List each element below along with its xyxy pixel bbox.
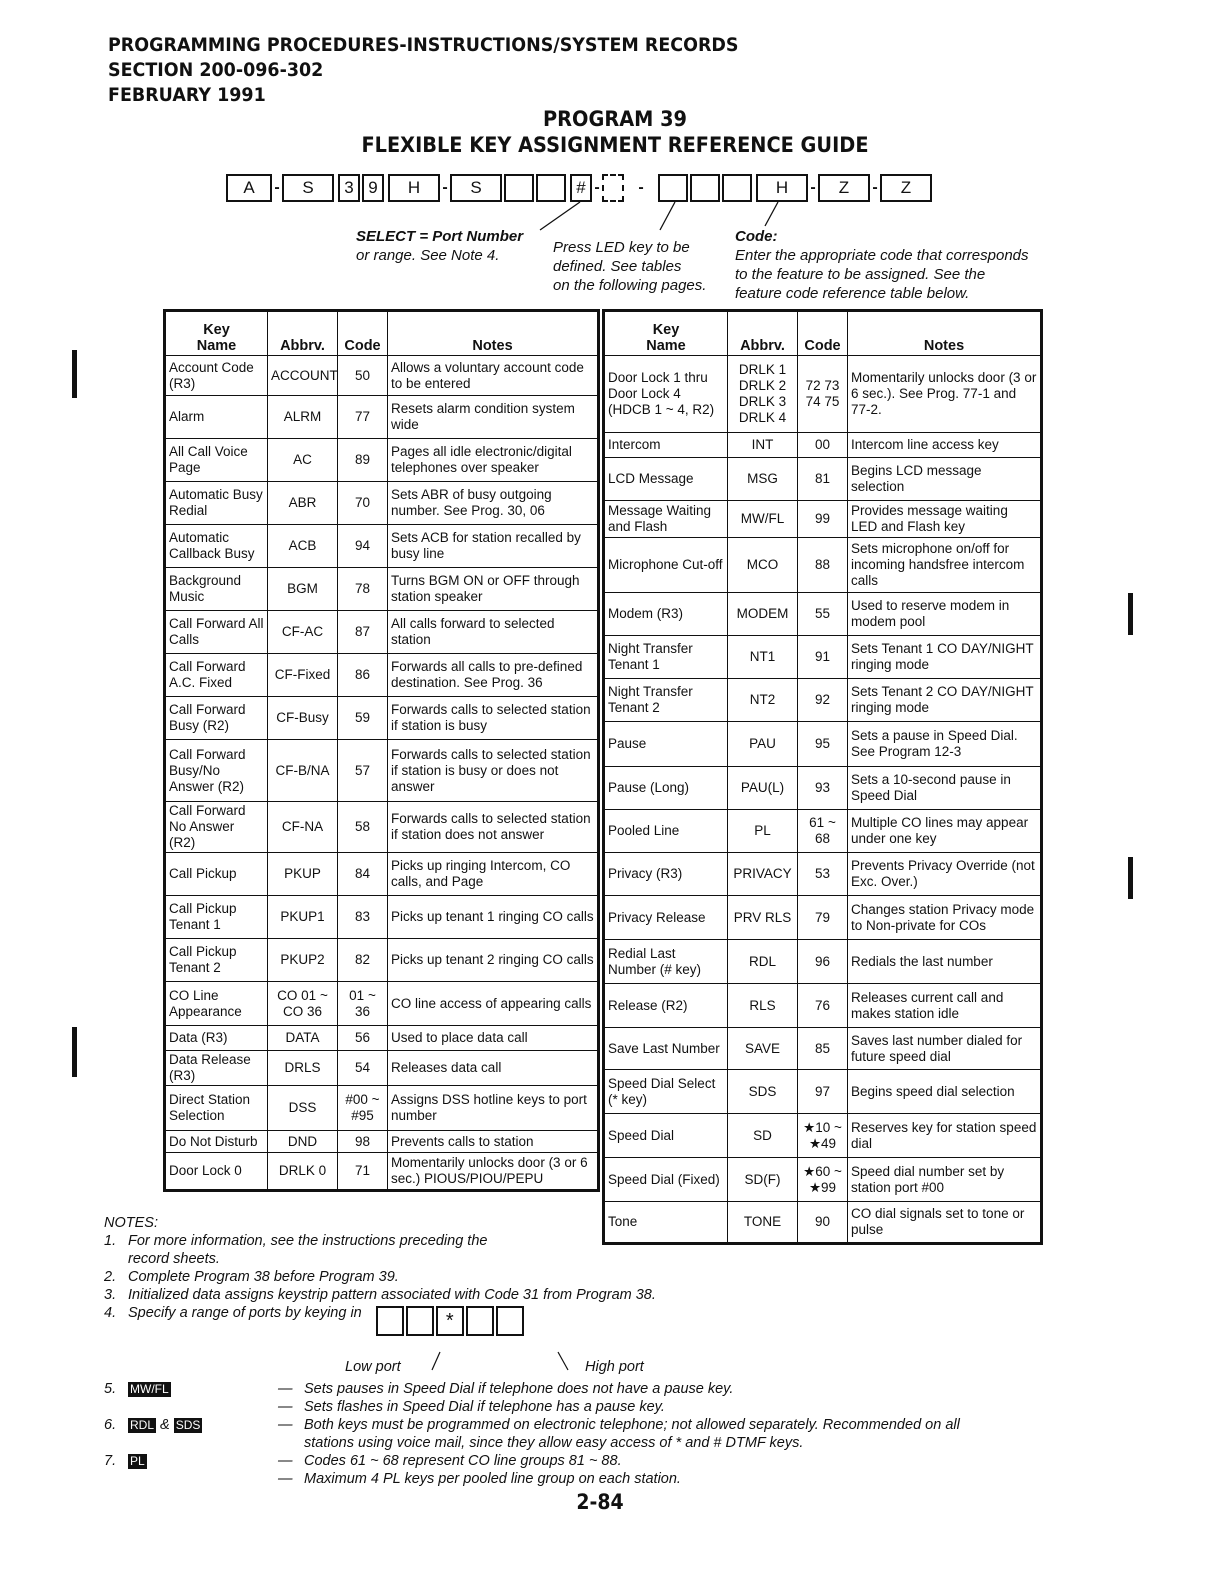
notes-cell: Resets alarm condition system wide [388, 396, 599, 439]
right-table-row [604, 593, 1042, 636]
code-cell: 71 [338, 1153, 388, 1191]
notes-cell: Begins speed dial selection [848, 1070, 1042, 1114]
guide-title: FLEXIBLE KEY ASSIGNMENT REFERENCE GUIDE [361, 133, 869, 157]
col-abbrv: Abbrv. [268, 311, 338, 356]
code-cell: 97 [798, 1070, 848, 1114]
notes-cell: Forwards calls to selected station if station does not answer [388, 802, 599, 853]
code-cell: 91 [798, 636, 848, 679]
notes-cell: Releases current call and makes station idle [848, 984, 1042, 1028]
right-table-row [604, 722, 1042, 767]
notes-cell: Sets ACB for station recalled by busy line [388, 525, 599, 568]
seq-key-s2: S [450, 174, 502, 202]
key-name-cell: Call Pickup Tenant 1 [165, 896, 268, 939]
left-table-row [165, 396, 599, 439]
page-number: 2-84 [576, 1490, 624, 1514]
abbrv-cell: RLS [728, 984, 798, 1028]
notes-cell: Reserves key for station speed dial [848, 1114, 1042, 1158]
code-cell: 59 [338, 697, 388, 740]
code-line-2: to the feature to be assigned. See the [735, 266, 986, 283]
change-bar [1128, 857, 1133, 899]
key-name-cell: Privacy Release [604, 896, 728, 940]
key-name-cell: Pause [604, 722, 728, 767]
notes-cell: Sets ABR of busy outgoing number. See Prog. 30, 06 [388, 482, 599, 525]
key-name-cell: Door Lock 0 [165, 1153, 268, 1191]
abbrv-cell: MW/FL [728, 501, 798, 538]
key-name-cell: Pause (Long) [604, 767, 728, 810]
notes-cell: Sets Tenant 1 CO DAY/NIGHT ringing mode [848, 636, 1042, 679]
key-name-cell: Account Code (R3) [165, 356, 268, 396]
code-cell: 87 [338, 611, 388, 654]
key-name-cell: Call Forward Busy (R2) [165, 697, 268, 740]
code-cell: 85 [798, 1028, 848, 1070]
notes-cell: Multiple CO lines may appear under one key [848, 810, 1042, 853]
notes-section-keys: 5. MW/FL — Sets pauses in Speed Dial if telephone does not have a pause key. — Sets flashes in Speed Dial if telephone has a pause key. 6. RDL & SDS — Both keys must be programmed on electronic telephone; not allowed separately. Recommended on all stations using voice mail, since they allow easy access of * and # DTMF keys. 7. PL — Codes 61 ~ 68 represent CO line groups 81 ~ 88. — Maximum 4 PL keys per pooled line group on each station. [104, 1381, 960, 1487]
note-7a: Codes 61 ~ 68 represent CO line groups 81 ~ 88. [304, 1453, 622, 1469]
code-cell: 77 [338, 396, 388, 439]
right-table-row [604, 636, 1042, 679]
left-table-row [165, 611, 599, 654]
abbrv-cell: PRIVACY [728, 853, 798, 896]
rdl-key-icon: RDL [130, 1418, 155, 1432]
notes-cell: Forwards calls to selected station if station is busy or does not answer [388, 740, 599, 802]
abbrv-cell: DSS [268, 1086, 338, 1131]
note-6a: Both keys must be programmed on electronic telephone; not allowed separately. Recommended on all [304, 1417, 960, 1433]
notes-cell: Momentarily unlocks door (3 or 6 sec.) PIOUS/PIOU/PEPU [388, 1153, 599, 1191]
right-table-row [604, 1070, 1042, 1114]
doc-header-section: SECTION 200-096-302 [108, 59, 324, 81]
seq-key-s: S [282, 174, 334, 202]
right-table-row [604, 810, 1042, 853]
mwfl-key-icon: MW/FL [130, 1382, 169, 1396]
left-table-row [165, 482, 599, 525]
key-name-cell: Redial Last Number (# key) [604, 940, 728, 984]
code-cell: 88 [798, 538, 848, 593]
code-cell: 00 [798, 433, 848, 458]
key-name-cell: Call Forward A.C. Fixed [165, 654, 268, 697]
code-title: Code: [735, 228, 778, 245]
right-table-row [604, 940, 1042, 984]
left-key-table [163, 309, 600, 1192]
key-name-cell: Speed Dial (Fixed) [604, 1158, 728, 1202]
left-table-row [165, 1051, 599, 1086]
abbrv-cell: INT [728, 433, 798, 458]
code-cell: 94 [338, 525, 388, 568]
key-name-cell: Privacy (R3) [604, 853, 728, 896]
port-range-boxes: * [376, 1306, 524, 1336]
notes-cell: CO line access of appearing calls [388, 982, 599, 1026]
note-5b: Sets flashes in Speed Dial if telephone has a pause key. [304, 1399, 665, 1415]
code-cell: 76 [798, 984, 848, 1028]
notes-cell: Forwards all calls to pre-defined destination. See Prog. 36 [388, 654, 599, 697]
abbrv-cell: CF-Fixed [268, 654, 338, 697]
abbrv-cell: SDS [728, 1070, 798, 1114]
code-cell: 61 ~ 68 [798, 810, 848, 853]
seq-key-hash: # [570, 174, 592, 202]
notes-cell: Intercom line access key [848, 433, 1042, 458]
right-table-row [604, 984, 1042, 1028]
abbrv-cell: CF-Busy [268, 697, 338, 740]
left-table-row [165, 1026, 599, 1051]
abbrv-cell: CO 01 ~ CO 36 [268, 982, 338, 1026]
code-line-1: Enter the appropriate code that corresponds [735, 247, 1029, 264]
key-name-cell: CO Line Appearance [165, 982, 268, 1026]
page-title-block [325, 106, 905, 158]
seq-key-3: 3 [338, 174, 360, 202]
right-table-row [604, 1158, 1042, 1202]
key-name-cell: Save Last Number [604, 1028, 728, 1070]
code-cell: 50 [338, 356, 388, 396]
col-code: Code [798, 311, 848, 356]
high-port-label: High port [585, 1359, 644, 1375]
col-abbrv: Abbrv. [728, 311, 798, 356]
col-key-name: Key Name [604, 311, 728, 356]
notes-cell: Provides message waiting LED and Flash key [848, 501, 1042, 538]
key-name-cell: Pooled Line [604, 810, 728, 853]
key-name-cell: Call Forward All Calls [165, 611, 268, 654]
notes-cell: Prevents Privacy Override (not Exc. Over.) [848, 853, 1042, 896]
notes-cell: CO dial signals set to tone or pulse [848, 1202, 1042, 1244]
press-line-1: Press LED key to be [553, 239, 690, 256]
left-table-row [165, 1131, 599, 1153]
key-name-cell: Night Transfer Tenant 2 [604, 679, 728, 722]
key-name-cell: Call Forward Busy/No Answer (R2) [165, 740, 268, 802]
code-cell: 82 [338, 939, 388, 982]
code-cell: 79 [798, 896, 848, 940]
select-body: or range. See Note 4. [356, 247, 500, 264]
code-cell: 89 [338, 439, 388, 482]
code-cell: 92 [798, 679, 848, 722]
notes-heading: NOTES: [104, 1215, 158, 1231]
key-name-cell: Call Pickup [165, 853, 268, 896]
code-cell: 81 [798, 458, 848, 501]
notes-cell: Releases data call [388, 1051, 599, 1086]
note-1: For more information, see the instructions preceding the [128, 1233, 488, 1249]
abbrv-cell: MSG [728, 458, 798, 501]
note-2: Complete Program 38 before Program 39. [128, 1269, 399, 1285]
pl-key-icon: PL [130, 1454, 145, 1468]
col-notes: Notes [388, 311, 599, 356]
key-name-cell: LCD Message [604, 458, 728, 501]
code-cell: 53 [798, 853, 848, 896]
abbrv-cell: NT1 [728, 636, 798, 679]
code-line-3: feature code reference table below. [735, 285, 970, 302]
key-name-cell: Do Not Disturb [165, 1131, 268, 1153]
right-table-row [604, 1114, 1042, 1158]
press-annotation [553, 238, 706, 295]
col-key-name: Key Name [165, 311, 268, 356]
code-cell: ★10 ~ ★49 [798, 1114, 848, 1158]
key-name-cell: Automatic Busy Redial [165, 482, 268, 525]
code-cell: 83 [338, 896, 388, 939]
left-table-row [165, 568, 599, 611]
notes-section: NOTES: 1. For more information, see the instructions preceding the record sheets. 2. Complete Program 38 before Program 39. 3. Initialized data assigns keystrip pattern associated with Code 31 from Program 38. 4. Specify a range of ports by keying in * [104, 1214, 1104, 1336]
change-bar [72, 350, 77, 398]
key-name-cell: Data (R3) [165, 1026, 268, 1051]
key-name-cell: Background Music [165, 568, 268, 611]
notes-cell: Used to reserve modem in modem pool [848, 593, 1042, 636]
right-table-row [604, 433, 1042, 458]
key-name-cell: Automatic Callback Busy [165, 525, 268, 568]
abbrv-cell: MCO [728, 538, 798, 593]
note-3: Initialized data assigns keystrip pattern associated with Code 31 from Program 38. [128, 1287, 656, 1303]
abbrv-cell: PKUP1 [268, 896, 338, 939]
right-table-row [604, 679, 1042, 722]
note-5a: Sets pauses in Speed Dial if telephone does not have a pause key. [304, 1381, 734, 1397]
key-name-cell: Microphone Cut-off [604, 538, 728, 593]
note-7b: Maximum 4 PL keys per pooled line group on each station. [304, 1471, 681, 1487]
sds-key-icon: SDS [175, 1418, 201, 1432]
abbrv-cell: SD [728, 1114, 798, 1158]
doc-header-date: FEBRUARY 1991 [108, 84, 266, 106]
note-4: Specify a range of ports by keying in [128, 1305, 362, 1321]
left-table-row [165, 939, 599, 982]
notes-cell: Pages all idle electronic/digital telephones over speaker [388, 439, 599, 482]
right-table-row [604, 896, 1042, 940]
left-table-row [165, 356, 599, 396]
abbrv-cell: PKUP2 [268, 939, 338, 982]
left-table-row [165, 1086, 599, 1131]
key-name-cell: Modem (R3) [604, 593, 728, 636]
notes-cell: All calls forward to selected station [388, 611, 599, 654]
select-annotation [356, 227, 523, 265]
seq-key-z2: Z [880, 174, 932, 202]
abbrv-cell: DRLS [268, 1051, 338, 1086]
code-cell: 95 [798, 722, 848, 767]
notes-cell: Sets Tenant 2 CO DAY/NIGHT ringing mode [848, 679, 1042, 722]
abbrv-cell: DRLK 0 [268, 1153, 338, 1191]
key-name-cell: Direct Station Selection [165, 1086, 268, 1131]
abbrv-cell: PAU [728, 722, 798, 767]
code-cell: 58 [338, 802, 388, 853]
left-table-row [165, 525, 599, 568]
low-port-label: Low port [345, 1359, 401, 1375]
abbrv-cell: DRLK 1 DRLK 2 DRLK 3 DRLK 4 [728, 356, 798, 433]
note-6b: stations using voice mail, since they allow easy access of * and # DTMF keys. [304, 1435, 804, 1451]
abbrv-cell: CF-B/NA [268, 740, 338, 802]
code-cell: 96 [798, 940, 848, 984]
abbrv-cell: ALRM [268, 396, 338, 439]
notes-cell: Changes station Privacy mode to Non-private for COs [848, 896, 1042, 940]
seq-key-h2: H [756, 174, 808, 202]
notes-cell: Saves last number dialed for future speed dial [848, 1028, 1042, 1070]
key-name-cell: Alarm [165, 396, 268, 439]
code-cell: 99 [798, 501, 848, 538]
select-title: SELECT = Port Number [356, 228, 524, 245]
code-cell: 78 [338, 568, 388, 611]
key-sequence: A - S 3 9 H - S # - - H - Z - Z [226, 174, 932, 202]
code-cell: 84 [338, 853, 388, 896]
abbrv-cell: PKUP [268, 853, 338, 896]
seq-key-9: 9 [362, 174, 384, 202]
notes-cell: Assigns DSS hotline keys to port number [388, 1086, 599, 1131]
notes-cell: Picks up tenant 1 ringing CO calls [388, 896, 599, 939]
notes-cell: Sets a 10-second pause in Speed Dial [848, 767, 1042, 810]
abbrv-cell: CF-AC [268, 611, 338, 654]
code-cell: 90 [798, 1202, 848, 1244]
abbrv-cell: CF-NA [268, 802, 338, 853]
abbrv-cell: RDL [728, 940, 798, 984]
key-name-cell: Night Transfer Tenant 1 [604, 636, 728, 679]
notes-cell: Turns BGM ON or OFF through station speaker [388, 568, 599, 611]
notes-cell: Sets a pause in Speed Dial. See Program 12-3 [848, 722, 1042, 767]
abbrv-cell: BGM [268, 568, 338, 611]
notes-cell: Picks up tenant 2 ringing CO calls [388, 939, 599, 982]
left-table-row [165, 1153, 599, 1191]
abbrv-cell: DND [268, 1131, 338, 1153]
press-line-3: on the following pages. [553, 277, 707, 294]
abbrv-cell: PRV RLS [728, 896, 798, 940]
seq-key-h: H [388, 174, 440, 202]
abbrv-cell: NT2 [728, 679, 798, 722]
code-cell: 86 [338, 654, 388, 697]
seq-key-a: A [226, 174, 272, 202]
right-table-row [604, 1028, 1042, 1070]
left-table-row [165, 982, 599, 1026]
notes-cell: Speed dial number set by station port #00 [848, 1158, 1042, 1202]
right-table-row [604, 356, 1042, 433]
notes-cell: Sets microphone on/off for incoming handsfree intercom calls [848, 538, 1042, 593]
key-name-cell: Speed Dial [604, 1114, 728, 1158]
program-title: PROGRAM 39 [542, 107, 687, 131]
right-table-row [604, 538, 1042, 593]
code-annotation [735, 227, 1029, 303]
right-table-row [604, 767, 1042, 810]
code-cell: 54 [338, 1051, 388, 1086]
code-cell: 93 [798, 767, 848, 810]
key-name-cell: Call Pickup Tenant 2 [165, 939, 268, 982]
notes-cell: Redials the last number [848, 940, 1042, 984]
code-cell: 98 [338, 1131, 388, 1153]
abbrv-cell: MODEM [728, 593, 798, 636]
left-table-row [165, 740, 599, 802]
key-name-cell: Door Lock 1 thru Door Lock 4 (HDCB 1 ~ 4, R2) [604, 356, 728, 433]
col-notes: Notes [848, 311, 1042, 356]
notes-cell: Prevents calls to station [388, 1131, 599, 1153]
notes-cell: Used to place data call [388, 1026, 599, 1051]
port-range-pointers [420, 1350, 580, 1374]
notes-cell: Momentarily unlocks door (3 or 6 sec.). See Prog. 77-1 and 77-2. [848, 356, 1042, 433]
key-name-cell: Call Forward No Answer (R2) [165, 802, 268, 853]
right-table-row [604, 853, 1042, 896]
notes-cell: Allows a voluntary account code to be entered [388, 356, 599, 396]
notes-cell: Begins LCD message selection [848, 458, 1042, 501]
code-cell: 55 [798, 593, 848, 636]
code-cell: 57 [338, 740, 388, 802]
right-key-table [602, 309, 1043, 1245]
left-table-row [165, 853, 599, 896]
left-table-row [165, 802, 599, 853]
code-cell: 70 [338, 482, 388, 525]
code-cell: 56 [338, 1026, 388, 1051]
key-name-cell: Message Waiting and Flash [604, 501, 728, 538]
key-name-cell: Speed Dial Select (* key) [604, 1070, 728, 1114]
col-code: Code [338, 311, 388, 356]
key-name-cell: All Call Voice Page [165, 439, 268, 482]
code-cell: #00 ~ #95 [338, 1086, 388, 1131]
abbrv-cell: DATA [268, 1026, 338, 1051]
seq-key-z: Z [818, 174, 870, 202]
abbrv-cell: SD(F) [728, 1158, 798, 1202]
code-cell: 72 73 74 75 [798, 356, 848, 433]
left-table-row [165, 439, 599, 482]
abbrv-cell: PAU(L) [728, 767, 798, 810]
left-table-row [165, 896, 599, 939]
doc-header-title: PROGRAMMING PROCEDURES-INSTRUCTIONS/SYSTEM RECORDS [108, 34, 739, 56]
abbrv-cell: PL [728, 810, 798, 853]
abbrv-cell: ACB [268, 525, 338, 568]
change-bar [72, 1027, 77, 1077]
abbrv-cell: TONE [728, 1202, 798, 1244]
right-table-row [604, 501, 1042, 538]
change-bar [1128, 593, 1133, 635]
key-name-cell: Intercom [604, 433, 728, 458]
abbrv-cell: AC [268, 439, 338, 482]
abbrv-cell: ACCOUNT [268, 356, 338, 396]
left-table-row [165, 697, 599, 740]
abbrv-cell: SAVE [728, 1028, 798, 1070]
left-table-row [165, 654, 599, 697]
key-name-cell: Release (R2) [604, 984, 728, 1028]
abbrv-cell: ABR [268, 482, 338, 525]
right-table-row [604, 458, 1042, 501]
press-line-2: defined. See tables [553, 258, 682, 275]
key-name-cell: Tone [604, 1202, 728, 1244]
key-name-cell: Data Release (R3) [165, 1051, 268, 1086]
code-cell: ★60 ~ ★99 [798, 1158, 848, 1202]
notes-cell: Picks up ringing Intercom, CO calls, and Page [388, 853, 599, 896]
notes-cell: Forwards calls to selected station if station is busy [388, 697, 599, 740]
code-cell: 01 ~ 36 [338, 982, 388, 1026]
